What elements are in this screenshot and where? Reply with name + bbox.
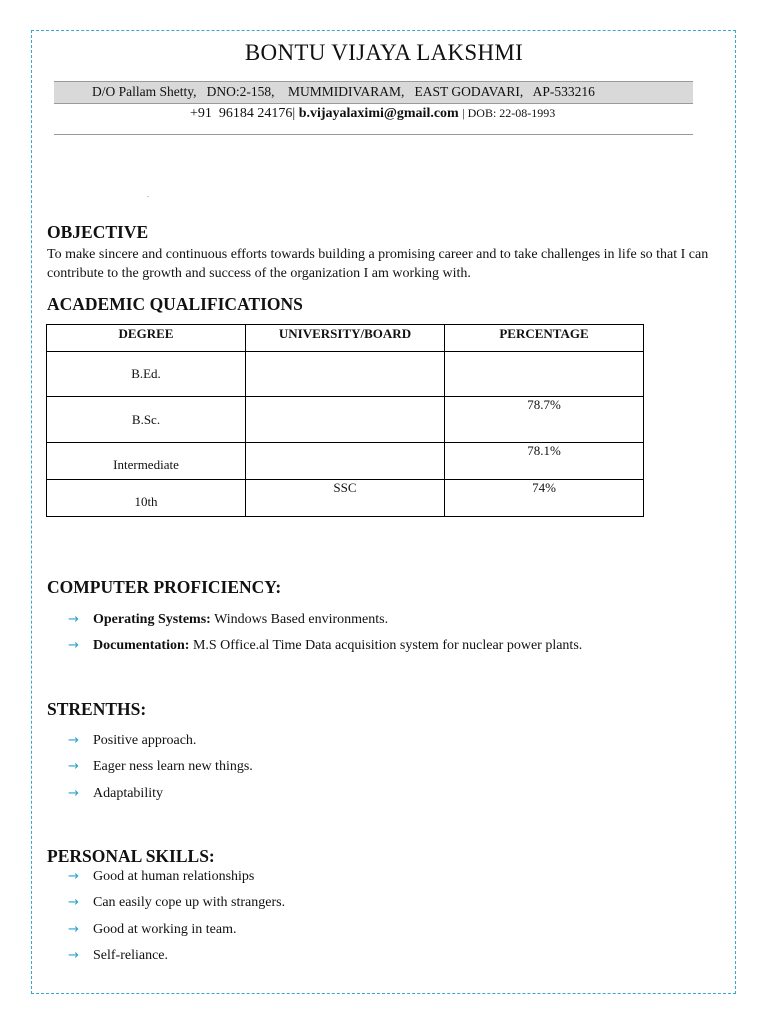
table-row bbox=[47, 352, 644, 397]
board-cell bbox=[246, 397, 445, 443]
percentage-cell: 74% bbox=[445, 480, 644, 517]
list-item bbox=[68, 867, 285, 893]
strengths-list bbox=[68, 731, 253, 810]
arrow-right-icon: → bbox=[68, 733, 79, 748]
list-item bbox=[68, 920, 285, 946]
degree-cell: Intermediate bbox=[47, 443, 246, 480]
percentage-cell bbox=[445, 352, 644, 397]
personal-list bbox=[68, 867, 285, 972]
item-text: Can easily cope up with strangers. bbox=[93, 895, 286, 911]
item-text: Positive approach. bbox=[93, 733, 197, 748]
strengths-heading: STRENTHS: bbox=[47, 699, 147, 719]
academic-table bbox=[46, 324, 644, 517]
degree-cell: 10th bbox=[47, 480, 246, 517]
arrow-right-icon: → bbox=[68, 759, 79, 775]
item-label: Documentation: bbox=[93, 638, 190, 654]
list-item bbox=[68, 757, 253, 783]
arrow-right-icon: → bbox=[68, 612, 79, 627]
objective-text: To make sincere and continuous efforts towards building a promising career and to take challenges in life so that I can contribute to the growth and success of the organization I am working with. bbox=[47, 247, 709, 281]
stray-dot: . bbox=[147, 190, 149, 199]
degree-cell: B.Sc. bbox=[47, 397, 246, 443]
academic-heading: ACADEMIC QUALIFICATIONS bbox=[47, 294, 303, 314]
computer-heading: COMPUTER PROFICIENCY: bbox=[47, 577, 282, 597]
table-row bbox=[47, 397, 644, 443]
table-row bbox=[47, 443, 644, 480]
list-item bbox=[68, 946, 285, 972]
objective-heading: OBJECTIVE bbox=[47, 222, 149, 242]
header-divider bbox=[54, 134, 693, 135]
candidate-name: BONTU VIJAYA LAKSHMI bbox=[244, 40, 524, 65]
list-item bbox=[68, 784, 253, 810]
item-text: Good at human relationships bbox=[93, 869, 255, 884]
item-text: Self-reliance. bbox=[93, 947, 169, 963]
contact-line bbox=[190, 106, 555, 122]
board-cell bbox=[246, 352, 445, 397]
arrow-right-icon: → bbox=[68, 947, 79, 963]
column-header-percentage: PERCENTAGE bbox=[445, 325, 644, 352]
percentage-cell: 78.7% bbox=[445, 397, 644, 443]
item-label: Operating Systems: bbox=[93, 612, 211, 627]
table-row bbox=[47, 480, 644, 517]
arrow-right-icon: → bbox=[68, 921, 79, 937]
computer-list bbox=[68, 610, 582, 663]
column-header-degree: DEGREE bbox=[47, 325, 246, 352]
arrow-right-icon: → bbox=[68, 638, 79, 654]
date-of-birth: | DOB: 22-08-1993 bbox=[462, 106, 556, 120]
list-item bbox=[68, 636, 582, 662]
board-cell: SSC bbox=[246, 480, 445, 517]
arrow-right-icon: → bbox=[68, 895, 79, 911]
item-text: Adaptability bbox=[93, 785, 163, 801]
item-text: M.S Office.al Time Data acquisition system for nuclear power plants. bbox=[189, 638, 583, 654]
table-header-row bbox=[47, 325, 644, 352]
item-text: Good at working in team. bbox=[93, 921, 237, 937]
board-cell bbox=[246, 443, 445, 480]
list-item bbox=[68, 893, 285, 919]
list-item bbox=[68, 610, 582, 636]
percentage-cell: 78.1% bbox=[445, 443, 644, 480]
address-bar: D/O Pallam Shetty, DNO:2-158, MUMMIDIVARAM, EAST GODAVARI, AP-533216 bbox=[54, 81, 693, 104]
degree-cell: B.Ed. bbox=[47, 352, 246, 397]
column-header-board: UNIVERSITY/BOARD bbox=[246, 325, 445, 352]
item-text: Windows Based environments. bbox=[210, 612, 389, 627]
arrow-right-icon: → bbox=[68, 869, 79, 884]
email-address: b.vijayalaximi@gmail.com bbox=[298, 106, 459, 121]
list-item bbox=[68, 731, 253, 757]
phone-number: +91 96184 24176| bbox=[190, 106, 296, 121]
personal-heading: PERSONAL SKILLS: bbox=[47, 846, 215, 866]
arrow-right-icon: → bbox=[68, 785, 79, 801]
item-text: Eager ness learn new things. bbox=[93, 759, 253, 775]
